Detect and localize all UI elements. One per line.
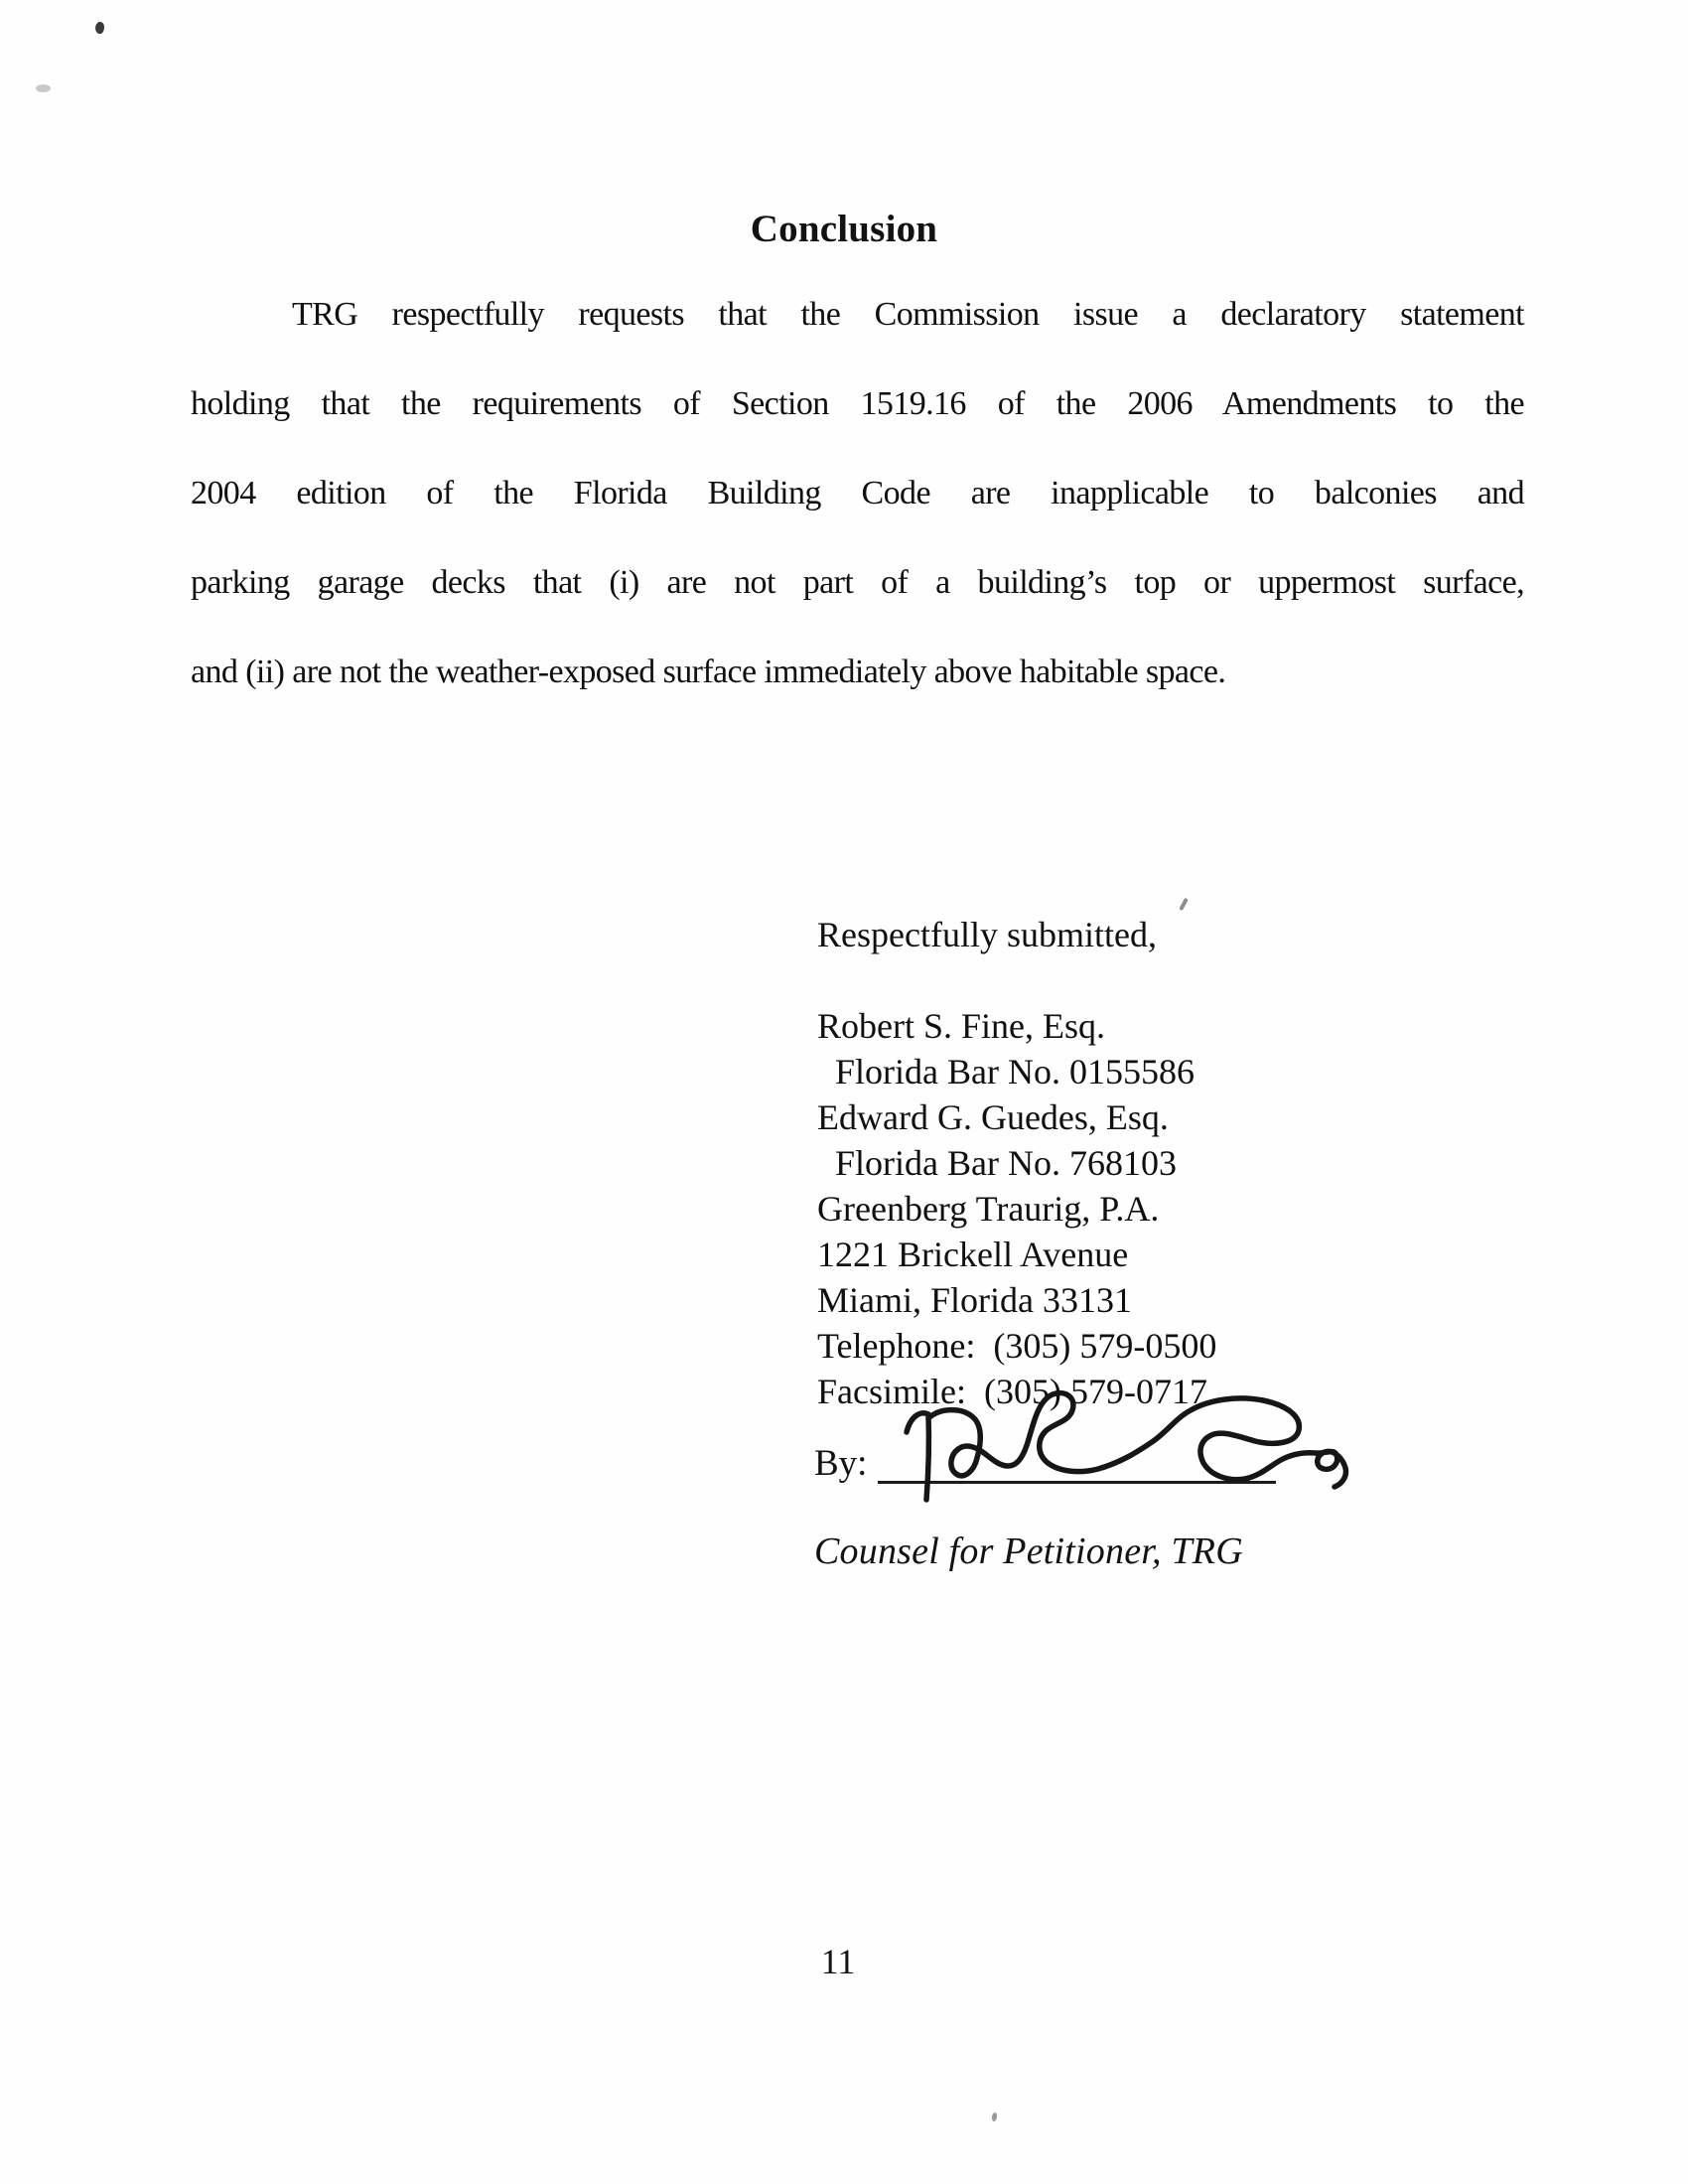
blank-line: [817, 957, 1216, 1003]
section-heading: Conclusion: [750, 208, 938, 250]
by-label: By:: [814, 1443, 868, 1484]
salutation: Respectfully submitted,: [817, 915, 1157, 954]
conclusion-paragraph: [191, 270, 1524, 717]
signature-line: Facsimile: (305) 579-0717: [817, 1372, 1207, 1411]
paragraph-line: 2004 edition of the Florida Building Code are inapplicable to balconies and: [191, 475, 1524, 511]
signature-line: Florida Bar No. 0155586: [817, 1052, 1195, 1092]
signature-block: [817, 912, 1216, 1414]
paragraph-line: TRG respectfully requests that the Commission issue a declaratory statement: [292, 296, 1524, 333]
scan-speck: [1179, 898, 1189, 911]
signature-line: Edward G. Guedes, Esq.: [817, 1097, 1169, 1137]
scan-speck: [94, 21, 106, 35]
scan-speck: [36, 84, 51, 92]
handwritten-signature-icon: [887, 1386, 1353, 1514]
signature-line: Greenberg Traurig, P.A.: [817, 1189, 1160, 1229]
paragraph-line: parking garage decks that (i) are not part of a building’s top or uppermost surface,: [191, 564, 1524, 601]
paragraph-line: and (ii) are not the weather-exposed surface immediately above habitable space.: [191, 654, 1226, 690]
page-number: 11: [820, 1942, 856, 1981]
signature-line: Florida Bar No. 768103: [817, 1143, 1177, 1183]
signature-line: Telephone: (305) 579-0500: [817, 1326, 1217, 1366]
scan-speck: [991, 2112, 997, 2122]
counsel-line: Counsel for Petitioner, TRG: [814, 1530, 1243, 1572]
signature-line: Miami, Florida 33131: [817, 1280, 1132, 1320]
signature-line: Robert S. Fine, Esq.: [817, 1006, 1106, 1046]
signature-line: 1221 Brickell Avenue: [817, 1235, 1129, 1274]
paragraph-line: holding that the requirements of Section 1519.16 of the 2006 Amendments to the: [191, 385, 1524, 422]
